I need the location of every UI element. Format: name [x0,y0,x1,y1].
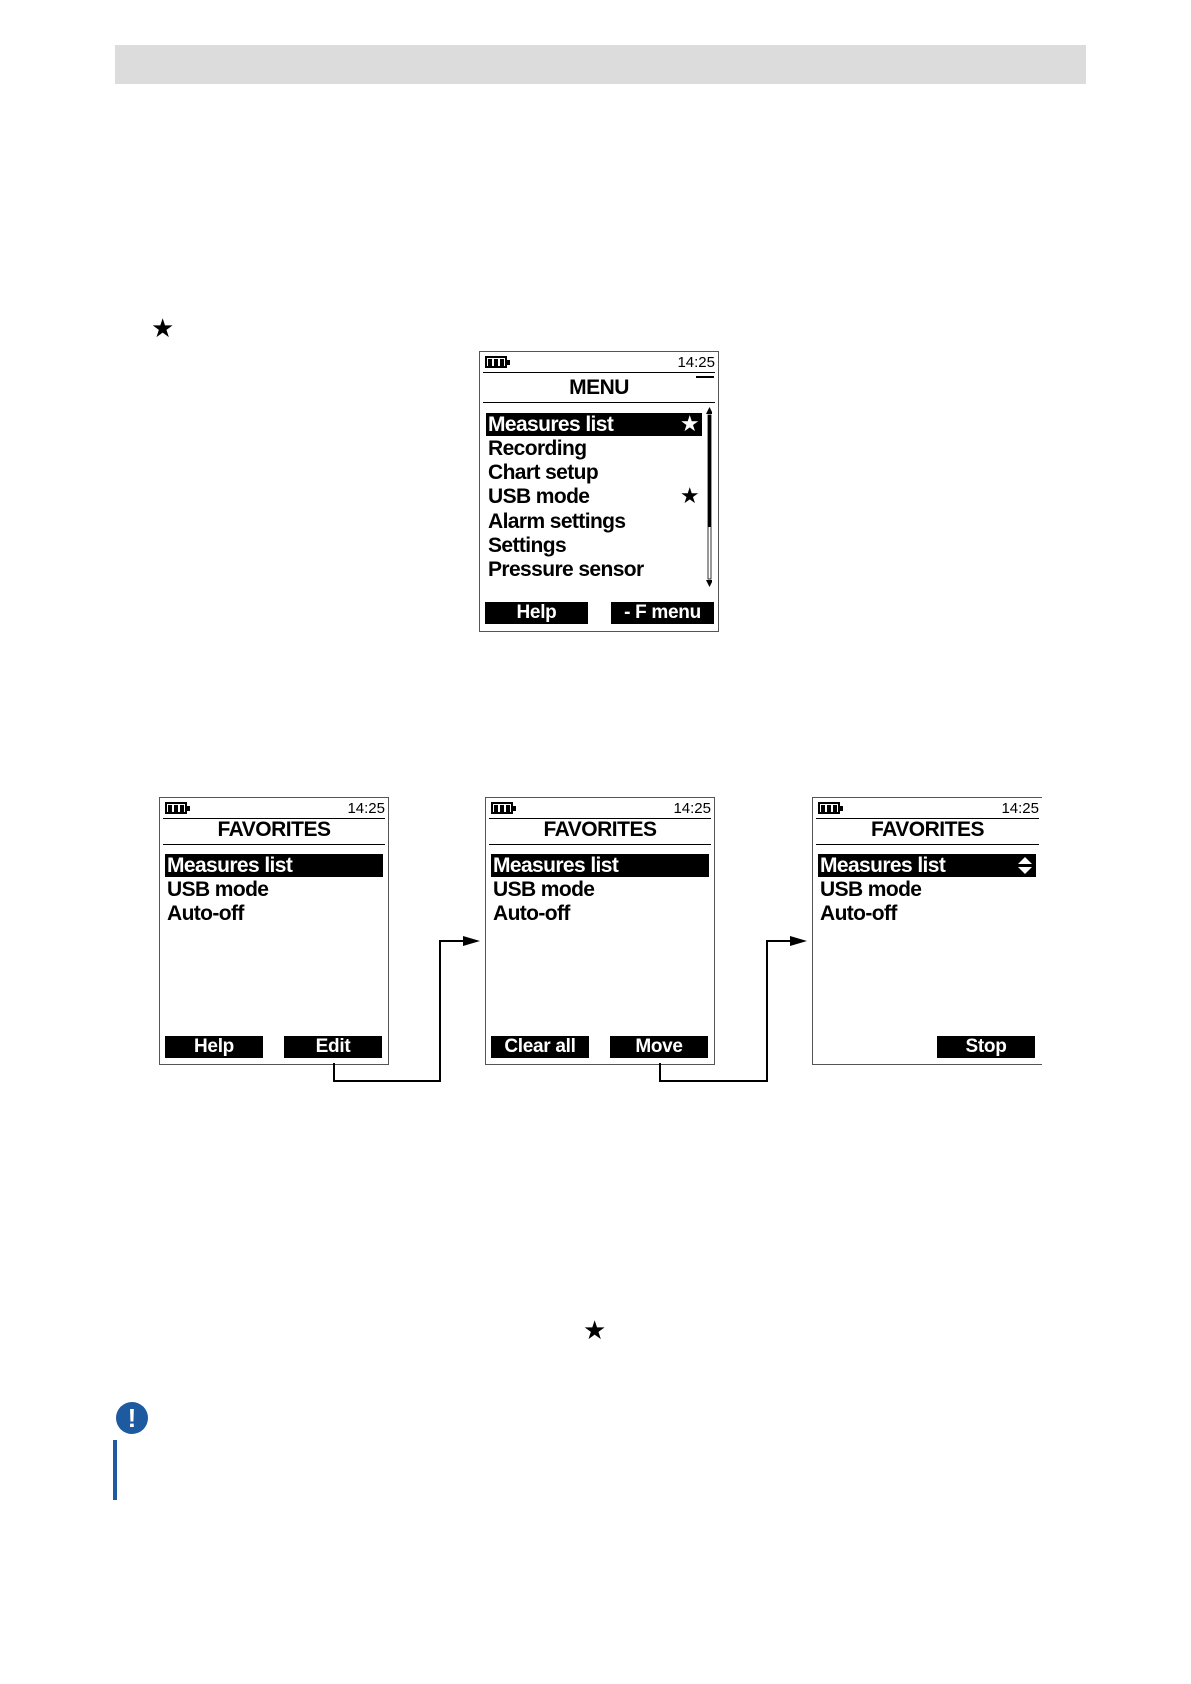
scrollbar[interactable] [705,407,712,587]
help-softkey[interactable]: Help [485,602,588,624]
screen-title: FAVORITES [871,818,984,841]
arrow-head [790,936,807,946]
favorite-item-measures-list[interactable]: Measures list [165,854,383,877]
battery-icon [491,802,513,814]
edit-softkey[interactable]: Edit [284,1036,382,1058]
title-divider [489,844,711,845]
move-softkey[interactable]: Move [610,1036,708,1058]
screen-title: FAVORITES [217,818,331,841]
stop-softkey[interactable]: Stop [937,1036,1035,1058]
menu-item-recording[interactable]: Recording [488,437,587,460]
favorite-item-measures-list[interactable]: Measures list [491,854,709,877]
menu-item-chart-setup[interactable]: Chart setup [488,461,599,484]
star-icon: ★ [583,1316,607,1346]
star-icon: ★ [679,484,699,509]
battery-icon [818,802,840,814]
menu-item-settings[interactable]: Settings [488,534,567,557]
menu-item-measures-list[interactable]: Measures list ★ [486,413,702,436]
screen-title: FAVORITES [543,818,657,841]
favorite-item-usb-mode[interactable]: USB mode [167,878,269,901]
status-bar [816,800,1039,819]
clear-all-softkey[interactable]: Clear all [491,1036,589,1058]
favorite-item-auto-off[interactable]: Auto-off [493,902,570,925]
arrow-head [463,936,480,946]
favorites-screen-3 [812,797,1042,1065]
favorite-item-auto-off[interactable]: Auto-off [167,902,244,925]
menu-item-pressure-sensor[interactable]: Pressure sensor [488,558,644,581]
status-bar [483,354,715,373]
favorites-screen-2 [485,797,715,1065]
help-softkey[interactable]: Help [165,1036,263,1058]
favorite-item-usb-mode[interactable]: USB mode [820,878,922,901]
battery-icon [165,802,187,814]
favorite-item-auto-off[interactable]: Auto-off [820,902,897,925]
menu-screen [479,351,719,632]
favorites-screen-1 [159,797,389,1065]
favorite-item-measures-list[interactable]: Measures list [818,854,1036,877]
star-icon: ★ [679,412,699,437]
f-menu-softkey[interactable]: - F menu [611,602,714,624]
battery-icon [485,356,507,368]
title-divider [483,402,715,403]
menu-item-alarm-settings[interactable]: Alarm settings [488,510,626,533]
note-accent-bar [113,1440,117,1500]
menu-item-usb-mode[interactable]: USB mode ★ [488,484,699,509]
clock: 14:25 [677,354,715,371]
up-down-arrow-icon [1018,857,1032,874]
favorite-item-usb-mode[interactable]: USB mode [493,878,595,901]
star-icon: ★ [151,314,175,344]
screen-title: MENU [569,376,629,399]
clock: 14:25 [673,800,711,817]
exclamation-circle-icon: ! [116,1402,148,1434]
status-bar [489,800,711,819]
clock: 14:25 [1001,800,1039,817]
page-header-bar [115,45,1086,84]
status-bar [163,800,385,819]
title-divider [816,844,1039,845]
title-divider [163,844,385,845]
clock: 14:25 [347,800,385,817]
